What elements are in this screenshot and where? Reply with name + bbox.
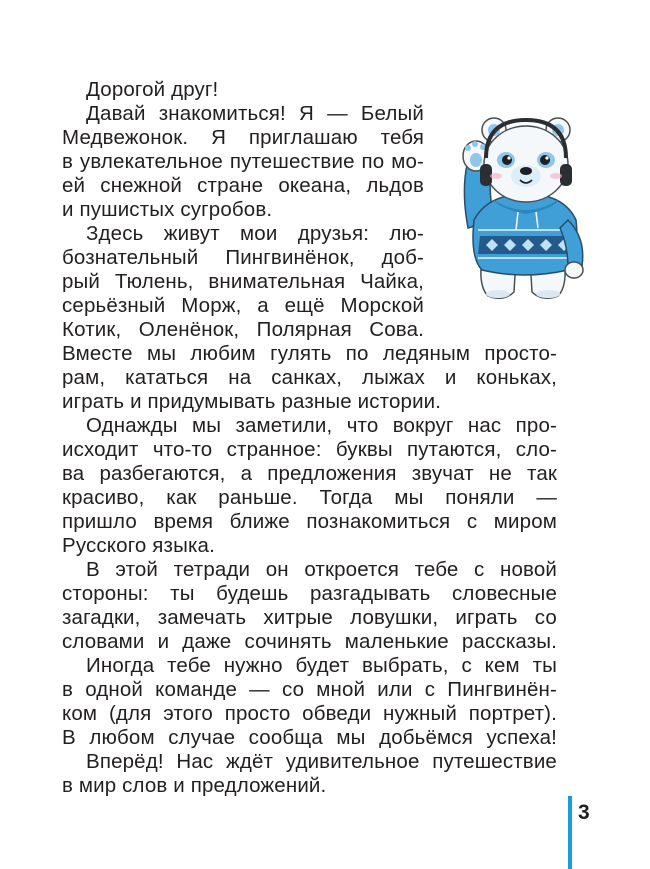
letter-line: ком (для этого просто обведи нужный портрет).	[62, 702, 557, 725]
letter-line: В этой тетради он откроется тебе с новой	[86, 558, 557, 581]
letter-line: Вместе мы любим гулять по ледяным просто-	[62, 342, 557, 365]
letter-line: рый Тюлень, внимательная Чайка,	[62, 270, 424, 293]
letter-line: Медвежонок. Я приглашаю тебя	[62, 126, 424, 149]
letter-line: бознательный Пингвинёнок, доб-	[62, 246, 424, 269]
letter-line: Котик, Оленёнок, Полярная Сова.	[62, 318, 424, 341]
letter-greeting: Дорогой друг!	[86, 78, 219, 101]
letter-line: В любом случае сообща мы добьёмся успеха!	[62, 726, 557, 749]
letter-line: Иногда тебе нужно будет выбрать, с кем ты	[86, 654, 557, 677]
letter-line: Однажды мы заметили, что вокруг нас про-	[86, 414, 557, 437]
letter-line: серьёзный Морж, а ещё Морской	[62, 294, 424, 317]
page-number: 3	[578, 801, 590, 824]
letter-line: исходит что-то странное: буквы путаются, сло-	[62, 438, 557, 461]
letter-line: красиво, как раньше. Тогда мы поняли —	[62, 486, 557, 509]
letter-line: рам, кататься на санках, лыжах и коньках,	[62, 366, 557, 389]
letter-line: в одной команде — со мной или с Пингвинён-	[62, 678, 557, 701]
letter-line: пришло время ближе познакомиться с миром	[62, 510, 557, 533]
letter-line: ей снежной стране океана, льдов	[62, 174, 424, 197]
letter-line: Давай знакомиться! Я — Белый	[86, 102, 424, 125]
letter-line: загадки, замечать хитрые ловушки, играть со	[62, 606, 557, 629]
letter-line: Вперёд! Нас ждёт удивительное путешествие	[86, 750, 557, 773]
letter-line: играть и придумывать разные истории.	[62, 390, 442, 413]
letter-line: стороны: ты будешь разгадывать словесные	[62, 582, 557, 605]
letter-line: в мир слов и предложений.	[62, 774, 327, 797]
letter-line: Здесь живут мои друзья: лю-	[86, 222, 424, 245]
polar-bear-cub-icon	[460, 108, 590, 303]
page-number-bar	[568, 796, 572, 869]
letter-line: Русского языка.	[62, 534, 215, 557]
letter-line: словами и даже сочинять маленькие рассказы.	[62, 630, 557, 653]
letter-line: в увлекательное путешествие по мо-	[62, 150, 424, 173]
letter-line: ва разбегаются, а предложения звучат не так	[62, 462, 557, 485]
letter-line: и пушистых сугробов.	[62, 198, 273, 221]
